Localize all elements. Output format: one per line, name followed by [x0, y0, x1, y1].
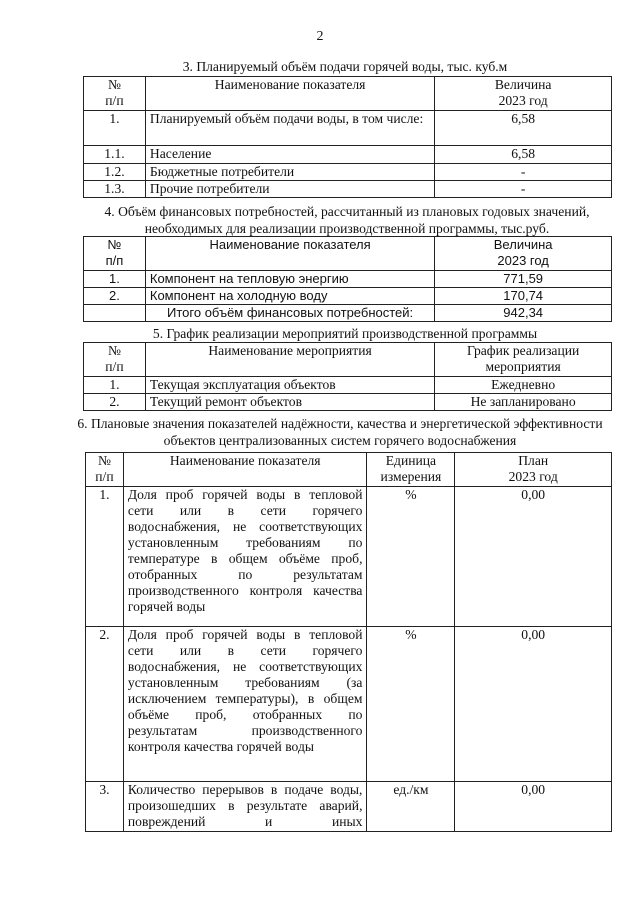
section6-title: 6. Плановые значения показателей надёжности, качества и энергетической эффективности объектов централизованных систем горячего водоснабжения [77, 416, 603, 448]
page-number: 2 [316, 29, 324, 44]
table-row [84, 111, 612, 146]
table-row [84, 305, 612, 322]
row-name: Итого объём финансовых потребностей: [145, 305, 434, 322]
header-value: План 2023 год [455, 453, 612, 487]
row-value: Ежедневно [435, 377, 612, 394]
header-value: График реализации мероприятия [435, 343, 612, 377]
table-row [86, 627, 612, 782]
row-value: 6,58 [435, 146, 612, 164]
row-value: 170,74 [435, 288, 612, 305]
table-header [84, 77, 612, 111]
row-num: 1.1. [84, 146, 146, 164]
row-num: 1. [84, 271, 146, 288]
header-num: № п/п [84, 343, 146, 377]
row-value: 6,58 [435, 111, 612, 146]
row-name: Население [145, 146, 434, 164]
row-value: 0,00 [455, 487, 612, 627]
row-name: Компонент на тепловую энергию [145, 271, 434, 288]
section5-title: 5. График реализации мероприятий производственной программы [152, 326, 538, 341]
row-name: Планируемый объём подачи воды, в том числе: [145, 111, 434, 146]
row-value: - [435, 181, 612, 198]
table-header [84, 343, 612, 377]
table-header [84, 237, 612, 271]
table-row [84, 146, 612, 164]
header-num: № п/п [84, 237, 146, 271]
row-num: 3. [86, 782, 124, 832]
row-num: 1. [84, 111, 146, 146]
row-name: Текущий ремонт объектов [145, 394, 434, 411]
header-name: Наименование показателя [145, 237, 434, 271]
table-row [84, 394, 612, 411]
section4-table [83, 236, 612, 322]
table-header [86, 453, 612, 487]
row-num: 2. [84, 394, 146, 411]
header-name: Наименование мероприятия [145, 343, 434, 377]
row-num: 1. [84, 377, 146, 394]
header-unit: Единица измерения [367, 453, 455, 487]
row-value: 0,00 [455, 782, 612, 832]
row-name: Доля проб горячей воды в тепловой сети или в сети горячего водоснабжения, не соответствующих установленным требованиям по температуре в общем объёме проб, отобранных по результатам производственного контроля качества горячей воды [123, 487, 367, 627]
table-row [86, 487, 612, 627]
row-num [84, 305, 146, 322]
row-value: - [435, 164, 612, 181]
section5-table [83, 342, 612, 411]
row-name: Текущая эксплуатация объектов [145, 377, 434, 394]
row-num: 1.3. [84, 181, 146, 198]
table-row [84, 271, 612, 288]
row-unit: ед./км [367, 782, 455, 832]
row-value: Не запланировано [435, 394, 612, 411]
table-row [84, 377, 612, 394]
row-value: 771,59 [435, 271, 612, 288]
header-num: № п/п [84, 77, 146, 111]
header-name: Наименование показателя [123, 453, 367, 487]
section4-title: 4. Объём финансовых потребностей, рассчитанный из плановых годовых значений, необходимых для реализации производственной программы, тыс.руб. [104, 204, 590, 236]
table-row [84, 181, 612, 198]
header-name: Наименование показателя [145, 77, 434, 111]
row-num: 1.2. [84, 164, 146, 181]
row-value: 942,34 [435, 305, 612, 322]
row-unit: % [367, 487, 455, 627]
row-num: 2. [84, 288, 146, 305]
section3-table [83, 76, 612, 198]
row-unit: % [367, 627, 455, 782]
row-name: Прочие потребители [145, 181, 434, 198]
row-name: Компонент на холодную воду [145, 288, 434, 305]
table-row [86, 782, 612, 832]
row-name: Количество перерывов в подаче воды, произошедших в результате аварий, повреждений и иных [123, 782, 367, 832]
table-row [84, 164, 612, 181]
section3-title: 3. Планируемый объём подачи горячей воды, тыс. куб.м [182, 59, 508, 74]
row-num: 2. [86, 627, 124, 782]
section6-table [85, 452, 612, 832]
row-num: 1. [86, 487, 124, 627]
row-name: Бюджетные потребители [145, 164, 434, 181]
row-name: Доля проб горячей воды в тепловой сети или в сети горячего водоснабжения, не соответствующих установленным требованиям (за исключением температуры), в общем объёме проб, отобранных по результатам производственного контроля качества горячей воды [123, 627, 367, 782]
header-num: № п/п [86, 453, 124, 487]
header-value: Величина 2023 год [435, 237, 612, 271]
table-row [84, 288, 612, 305]
header-value: Величина 2023 год [435, 77, 612, 111]
row-value: 0,00 [455, 627, 612, 782]
